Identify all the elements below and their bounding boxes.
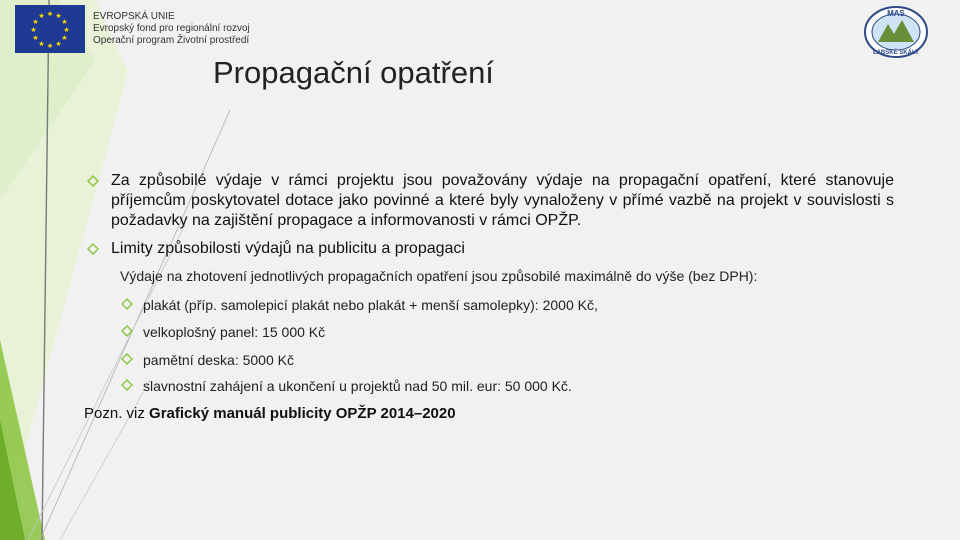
note-manual-reference: Grafický manuál publicity OPŽP 2014–2020 xyxy=(149,405,456,422)
svg-text:★: ★ xyxy=(63,26,70,34)
eu-flag-icon xyxy=(15,5,85,53)
limits-intro: Výdaje na zhotovení jednotlivých propagačních opatření jsou způsobilé maximálně do výše (bez DPH): xyxy=(120,268,758,284)
svg-text:★: ★ xyxy=(38,12,45,20)
note xyxy=(84,405,456,423)
diamond-bullet-icon xyxy=(121,298,133,310)
limit-item-poster: plakát (příp. samolepicí plakát nebo plakát + menší samolepky): 2000 Kč, xyxy=(143,297,598,313)
eu-logo xyxy=(15,4,255,54)
diamond-bullet-icon xyxy=(121,325,133,337)
svg-text:★: ★ xyxy=(55,12,62,20)
diamond-bullet-icon xyxy=(87,175,99,187)
bullet-eligible-expenses: Za způsobilé výdaje v rámci projektu jsou považovány výdaje na propagační opatření, které stanovuje příjemcům poskytovatel dotace jako povinné a které byly vynaloženy v přímé vazbě na projekt v souvislosti s požadavky na zajištění propagace a informovanosti v rámci OPŽP. xyxy=(111,172,894,229)
svg-text:LABSKÉ SKÁLY: LABSKÉ SKÁLY xyxy=(872,50,920,56)
limit-item-ceremony: slavnostní zahájení a ukončení u projektů nad 50 mil. eur: 50 000 Kč. xyxy=(143,378,572,394)
diamond-bullet-icon xyxy=(121,379,133,391)
svg-text:★: ★ xyxy=(55,40,62,48)
svg-text:★: ★ xyxy=(46,42,54,50)
limit-item-plaque: pamětní deska: 5000 Kč xyxy=(143,352,294,368)
svg-text:★: ★ xyxy=(46,10,54,18)
mas-logo xyxy=(862,4,930,60)
eu-logo-text xyxy=(93,11,250,47)
limit-item-billboard: velkoplošný panel: 15 000 Kč xyxy=(143,324,326,340)
diamond-bullet-icon xyxy=(121,353,133,365)
slide-title: Propagační opatření xyxy=(213,55,494,90)
svg-text:★: ★ xyxy=(32,34,39,42)
svg-text:MAS: MAS xyxy=(887,9,905,18)
svg-text:★: ★ xyxy=(38,40,45,48)
svg-text:★: ★ xyxy=(61,34,68,42)
diamond-bullet-icon xyxy=(87,243,99,255)
svg-text:★: ★ xyxy=(32,18,39,26)
eu-logo-line2: Evropský fond pro regionální rozvoj xyxy=(93,23,250,34)
bullet-limits: Limity způsobilosti výdajů na publicitu a propagaci xyxy=(111,240,465,257)
eu-logo-line1: EVROPSKÁ UNIE xyxy=(93,11,175,22)
svg-text:★: ★ xyxy=(61,18,68,26)
eu-logo-line3: Operační program Životní prostředí xyxy=(93,35,250,46)
note-prefix: Pozn. viz xyxy=(84,405,150,422)
svg-text:★: ★ xyxy=(30,26,37,34)
